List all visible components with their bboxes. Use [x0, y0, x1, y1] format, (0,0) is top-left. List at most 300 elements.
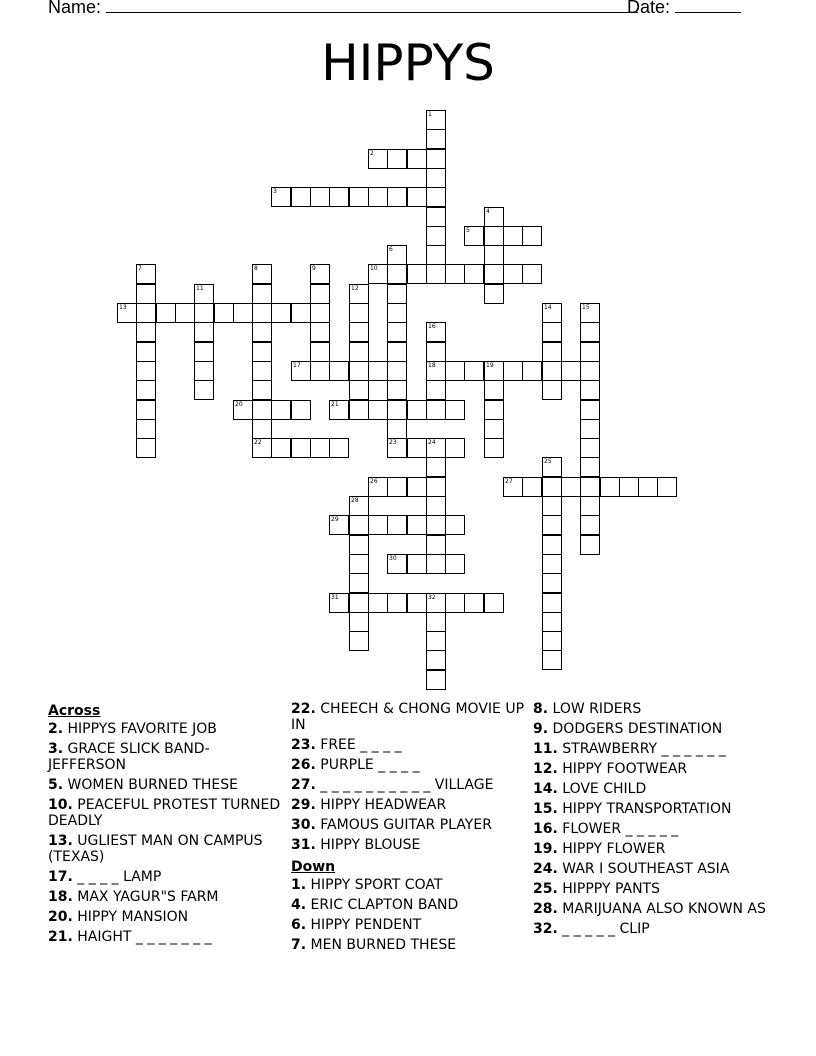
grid-cell[interactable] — [445, 264, 465, 284]
grid-cell[interactable] — [387, 361, 407, 381]
grid-cell[interactable] — [136, 361, 156, 381]
clue-text: FLOWER _ _ _ _ _ — [562, 821, 679, 837]
grid-cell[interactable] — [445, 515, 465, 535]
date-label: Date: — [627, 0, 671, 17]
grid-cell[interactable] — [522, 361, 542, 381]
grid-cell[interactable] — [522, 477, 542, 497]
grid-cell[interactable] — [310, 322, 330, 342]
clue-text: CHEECH & CHONG MOVIE UP IN — [291, 701, 525, 733]
grid-cell[interactable] — [329, 515, 349, 535]
grid-cell[interactable] — [136, 400, 156, 420]
grid-cell[interactable] — [368, 515, 388, 535]
grid-cell[interactable] — [136, 303, 156, 323]
grid-cell[interactable] — [445, 554, 465, 574]
grid-cell[interactable] — [580, 303, 600, 323]
clue-number-label: 19. — [533, 841, 558, 857]
grid-cell[interactable] — [426, 535, 446, 555]
grid-cell[interactable] — [484, 419, 504, 439]
grid-cell[interactable] — [445, 361, 465, 381]
clue-item — [291, 817, 527, 833]
grid-cell[interactable] — [426, 168, 446, 188]
grid-cell[interactable] — [542, 380, 562, 400]
grid-cell[interactable] — [407, 477, 427, 497]
clue-item — [48, 929, 284, 945]
grid-cell[interactable] — [407, 149, 427, 169]
grid-cell[interactable] — [464, 361, 484, 381]
grid-cell[interactable] — [387, 593, 407, 613]
grid-cell[interactable] — [136, 419, 156, 439]
grid-cell[interactable] — [619, 477, 639, 497]
grid-cell[interactable] — [561, 477, 581, 497]
grid-cell[interactable] — [349, 187, 369, 207]
grid-cell[interactable] — [426, 477, 446, 497]
grid-cell[interactable] — [445, 400, 465, 420]
grid-cell[interactable] — [349, 342, 369, 362]
grid-cell[interactable] — [252, 303, 272, 323]
grid-cell[interactable] — [542, 593, 562, 613]
grid-cell[interactable] — [580, 419, 600, 439]
grid-cell[interactable] — [484, 284, 504, 304]
grid-cell[interactable] — [561, 361, 581, 381]
grid-cell[interactable] — [542, 496, 562, 516]
grid-cell[interactable] — [484, 593, 504, 613]
grid-cell[interactable] — [136, 322, 156, 342]
grid-cell[interactable] — [329, 438, 349, 458]
grid-cell[interactable] — [387, 515, 407, 535]
grid-cell[interactable] — [349, 380, 369, 400]
grid-cell[interactable] — [426, 631, 446, 651]
grid-cell[interactable] — [329, 187, 349, 207]
grid-cell[interactable] — [329, 400, 349, 420]
grid-cell[interactable] — [252, 419, 272, 439]
clue-number-label: 21. — [48, 929, 73, 945]
grid-cell[interactable] — [426, 612, 446, 632]
grid-cell[interactable] — [638, 477, 658, 497]
grid-cell[interactable] — [349, 612, 369, 632]
grid-cell[interactable] — [464, 593, 484, 613]
clue-number-label: 20. — [48, 909, 73, 925]
grid-cell[interactable] — [271, 303, 291, 323]
clue-text: GRACE SLICK BAND-JEFFERSON — [48, 741, 210, 773]
clue-text: DODGERS DESTINATION — [552, 721, 723, 737]
clue-text: HAIGHT _ _ _ _ _ _ _ — [77, 929, 212, 945]
clue-item — [291, 757, 527, 773]
grid-cell[interactable] — [542, 342, 562, 362]
clue-number: 24 — [428, 439, 436, 446]
clue-number-label: 30. — [291, 817, 316, 833]
grid-cell[interactable] — [310, 342, 330, 362]
grid-cell[interactable] — [426, 554, 446, 574]
clue-item — [291, 797, 527, 813]
grid-cell[interactable] — [484, 400, 504, 420]
clue-number: 9 — [312, 265, 316, 272]
clue-number: 31 — [331, 594, 339, 601]
grid-cell[interactable] — [407, 438, 427, 458]
grid-cell[interactable] — [426, 593, 446, 613]
grid-cell[interactable] — [194, 380, 214, 400]
clue-text: HIPPPY PANTS — [562, 881, 660, 897]
grid-cell[interactable] — [407, 515, 427, 535]
grid-cell[interactable] — [407, 400, 427, 420]
grid-cell[interactable] — [194, 284, 214, 304]
grid-cell[interactable] — [580, 496, 600, 516]
grid-cell[interactable] — [387, 187, 407, 207]
grid-cell[interactable] — [503, 477, 523, 497]
grid-cell[interactable] — [464, 226, 484, 246]
grid-cell[interactable] — [580, 438, 600, 458]
grid-cell[interactable] — [310, 284, 330, 304]
clue-item — [291, 937, 527, 953]
grid-cell[interactable] — [194, 322, 214, 342]
grid-cell[interactable] — [407, 593, 427, 613]
grid-cell[interactable] — [387, 400, 407, 420]
clue-number: 15 — [582, 304, 590, 311]
grid-cell[interactable] — [542, 515, 562, 535]
grid-cell[interactable] — [368, 400, 388, 420]
clue-number-label: 29. — [291, 797, 316, 813]
clue-text: FREE _ _ _ _ — [320, 737, 402, 753]
grid-cell[interactable] — [580, 322, 600, 342]
grid-cell[interactable] — [117, 303, 137, 323]
grid-cell[interactable] — [580, 361, 600, 381]
grid-cell[interactable] — [426, 457, 446, 477]
grid-cell[interactable] — [464, 264, 484, 284]
grid-cell[interactable] — [349, 303, 369, 323]
grid-cell[interactable] — [522, 226, 542, 246]
clue-number: 19 — [486, 362, 494, 369]
grid-cell[interactable] — [349, 400, 369, 420]
grid-cell[interactable] — [484, 380, 504, 400]
grid-cell[interactable] — [349, 284, 369, 304]
grid-cell[interactable] — [252, 361, 272, 381]
grid-cell[interactable] — [368, 593, 388, 613]
grid-cell[interactable] — [426, 361, 446, 381]
grid-cell[interactable] — [349, 535, 369, 555]
grid-cell[interactable] — [407, 187, 427, 207]
grid-cell[interactable] — [368, 149, 388, 169]
grid-cell[interactable] — [503, 361, 523, 381]
grid-cell[interactable] — [407, 264, 427, 284]
grid-cell[interactable] — [233, 400, 253, 420]
clue-text: HIPPYS FAVORITE JOB — [67, 721, 217, 737]
grid-cell[interactable] — [580, 342, 600, 362]
clue-text: ERIC CLAPTON BAND — [310, 897, 459, 913]
grid-cell[interactable] — [252, 284, 272, 304]
clue-text: HIPPY PENDENT — [310, 917, 422, 933]
grid-cell[interactable] — [329, 593, 349, 613]
clue-number-label: 4. — [291, 897, 307, 913]
date-field[interactable] — [627, 0, 741, 18]
grid-cell[interactable] — [387, 342, 407, 362]
grid-cell[interactable] — [349, 573, 369, 593]
grid-cell[interactable] — [542, 303, 562, 323]
grid-cell[interactable] — [175, 303, 195, 323]
clue-text: PURPLE _ _ _ _ — [320, 757, 420, 773]
clue-number-label: 7. — [291, 937, 307, 953]
grid-cell[interactable] — [580, 400, 600, 420]
grid-cell[interactable] — [252, 322, 272, 342]
grid-cell[interactable] — [194, 342, 214, 362]
clue-number-label: 23. — [291, 737, 316, 753]
grid-cell[interactable] — [310, 264, 330, 284]
clue-number-label: 24. — [533, 861, 558, 877]
grid-cell[interactable] — [542, 535, 562, 555]
grid-cell[interactable] — [387, 284, 407, 304]
grid-cell[interactable] — [387, 438, 407, 458]
grid-cell[interactable] — [233, 303, 253, 323]
clue-number-label: 3. — [48, 741, 64, 757]
grid-cell[interactable] — [542, 554, 562, 574]
grid-cell[interactable] — [387, 477, 407, 497]
clue-number: 20 — [235, 401, 243, 408]
clue-number: 17 — [293, 362, 301, 369]
grid-cell[interactable] — [387, 264, 407, 284]
clue-item — [48, 721, 284, 737]
clue-section-heading: Across — [48, 703, 101, 719]
grid-cell[interactable] — [580, 515, 600, 535]
clue-number: 4 — [486, 208, 490, 215]
clue-number-label: 13. — [48, 833, 73, 849]
name-field[interactable] — [48, 0, 638, 18]
clue-number: 25 — [544, 458, 552, 465]
grid-cell[interactable] — [407, 554, 427, 574]
grid-cell[interactable] — [426, 400, 446, 420]
clue-number-label: 16. — [533, 821, 558, 837]
grid-cell[interactable] — [291, 303, 311, 323]
clue-text: HIPPY SPORT COAT — [310, 877, 443, 893]
puzzle-title: HIPPYS — [321, 34, 495, 92]
clue-number: 5 — [466, 227, 470, 234]
clue-number-label: 26. — [291, 757, 316, 773]
clue-item — [533, 701, 769, 717]
grid-cell[interactable] — [426, 650, 446, 670]
grid-cell[interactable] — [252, 264, 272, 284]
grid-cell[interactable] — [349, 554, 369, 574]
clue-number: 21 — [331, 401, 339, 408]
clue-text: HIPPY MANSION — [77, 909, 189, 925]
clue-item — [533, 901, 769, 917]
name-line — [106, 0, 638, 13]
grid-cell[interactable] — [349, 361, 369, 381]
clue-item — [533, 741, 769, 757]
grid-cell[interactable] — [426, 264, 446, 284]
grid-cell[interactable] — [368, 477, 388, 497]
grid-cell[interactable] — [310, 438, 330, 458]
grid-cell[interactable] — [387, 245, 407, 265]
grid-cell[interactable] — [271, 400, 291, 420]
grid-cell[interactable] — [387, 380, 407, 400]
grid-cell[interactable] — [291, 361, 311, 381]
clue-number: 3 — [273, 188, 277, 195]
clue-text: HIPPY FLOWER — [562, 841, 666, 857]
clue-text: LOW RIDERS — [552, 701, 642, 717]
grid-cell[interactable] — [426, 207, 446, 227]
grid-cell[interactable] — [600, 477, 620, 497]
clue-number: 11 — [196, 285, 204, 292]
clue-number: 26 — [370, 478, 378, 485]
grid-cell[interactable] — [349, 515, 369, 535]
grid-cell[interactable] — [214, 303, 234, 323]
grid-cell[interactable] — [271, 438, 291, 458]
clue-number-label: 17. — [48, 869, 73, 885]
grid-cell[interactable] — [156, 303, 176, 323]
grid-cell[interactable] — [387, 419, 407, 439]
grid-cell[interactable] — [484, 361, 504, 381]
clue-number: 16 — [428, 323, 436, 330]
grid-cell[interactable] — [580, 457, 600, 477]
grid-cell[interactable] — [426, 245, 446, 265]
grid-cell[interactable] — [542, 650, 562, 670]
grid-cell[interactable] — [291, 438, 311, 458]
grid-cell[interactable] — [426, 515, 446, 535]
grid-cell[interactable] — [657, 477, 677, 497]
grid-cell[interactable] — [580, 535, 600, 555]
grid-cell[interactable] — [194, 361, 214, 381]
grid-cell[interactable] — [580, 477, 600, 497]
grid-cell[interactable] — [310, 361, 330, 381]
clue-number-label: 18. — [48, 889, 73, 905]
grid-cell[interactable] — [426, 187, 446, 207]
grid-cell[interactable] — [503, 264, 523, 284]
clue-item — [533, 721, 769, 737]
grid-cell[interactable] — [252, 342, 272, 362]
grid-cell[interactable] — [542, 573, 562, 593]
grid-cell[interactable] — [484, 245, 504, 265]
clue-text: PEACEFUL PROTEST TURNED DEADLY — [48, 797, 281, 829]
clue-number-label: 11. — [533, 741, 558, 757]
grid-cell[interactable] — [310, 303, 330, 323]
clue-number: 30 — [389, 555, 397, 562]
clue-text: _ _ _ _ _ CLIP — [562, 921, 650, 937]
clue-item — [48, 833, 284, 865]
clue-text: HIPPY BLOUSE — [320, 837, 421, 853]
name-label: Name: — [48, 0, 102, 17]
grid-cell[interactable] — [136, 438, 156, 458]
grid-cell[interactable] — [542, 612, 562, 632]
clue-number-label: 32. — [533, 921, 558, 937]
grid-cell[interactable] — [194, 303, 214, 323]
grid-cell[interactable] — [542, 457, 562, 477]
grid-cell[interactable] — [426, 149, 446, 169]
grid-cell[interactable] — [542, 477, 562, 497]
clue-number-label: 1. — [291, 877, 307, 893]
grid-cell[interactable] — [426, 322, 446, 342]
grid-cell[interactable] — [445, 438, 465, 458]
grid-cell[interactable] — [136, 264, 156, 284]
grid-cell[interactable] — [426, 342, 446, 362]
grid-cell[interactable] — [387, 149, 407, 169]
clue-number: 27 — [505, 478, 513, 485]
grid-cell[interactable] — [252, 438, 272, 458]
grid-cell[interactable] — [426, 110, 446, 130]
grid-cell[interactable] — [387, 322, 407, 342]
grid-cell[interactable] — [310, 187, 330, 207]
clue-item — [291, 837, 527, 853]
grid-cell[interactable] — [426, 438, 446, 458]
clue-text: _ _ _ _ _ _ _ _ _ _ VILLAGE — [320, 777, 494, 793]
clue-item — [48, 777, 284, 793]
grid-cell[interactable] — [291, 187, 311, 207]
grid-cell[interactable] — [542, 322, 562, 342]
clue-item — [533, 821, 769, 837]
grid-cell[interactable] — [426, 129, 446, 149]
clue-item — [291, 737, 527, 753]
grid-cell[interactable] — [484, 207, 504, 227]
grid-cell[interactable] — [329, 361, 349, 381]
clue-item — [291, 877, 527, 893]
clue-text: MEN BURNED THESE — [310, 937, 457, 953]
grid-cell[interactable] — [349, 496, 369, 516]
grid-cell[interactable] — [426, 496, 446, 516]
clue-number: 2 — [370, 150, 374, 157]
grid-cell[interactable] — [271, 187, 291, 207]
grid-cell[interactable] — [349, 322, 369, 342]
grid-cell[interactable] — [368, 361, 388, 381]
clue-number-label: 2. — [48, 721, 64, 737]
grid-cell[interactable] — [349, 593, 369, 613]
grid-cell[interactable] — [252, 380, 272, 400]
grid-cell[interactable] — [484, 226, 504, 246]
clue-item — [533, 861, 769, 877]
clue-item — [48, 869, 284, 885]
clue-text: HIPPY HEADWEAR — [320, 797, 447, 813]
grid-cell[interactable] — [252, 400, 272, 420]
clue-text: UGLIEST MAN ON CAMPUS (TEXAS) — [48, 833, 263, 865]
clue-number: 1 — [428, 111, 432, 118]
grid-cell[interactable] — [426, 380, 446, 400]
grid-cell[interactable] — [522, 264, 542, 284]
grid-cell[interactable] — [136, 342, 156, 362]
clue-number-label: 9. — [533, 721, 549, 737]
grid-cell[interactable] — [426, 670, 446, 690]
grid-cell[interactable] — [484, 438, 504, 458]
clue-column-3 — [533, 701, 769, 941]
grid-cell[interactable] — [542, 631, 562, 651]
grid-cell[interactable] — [542, 361, 562, 381]
clue-number-label: 10. — [48, 797, 73, 813]
grid-cell[interactable] — [426, 226, 446, 246]
grid-cell[interactable] — [291, 400, 311, 420]
clue-number: 18 — [428, 362, 436, 369]
grid-cell[interactable] — [484, 264, 504, 284]
grid-cell[interactable] — [136, 380, 156, 400]
clue-item — [48, 889, 284, 905]
clue-text: MAX YAGUR"S FARM — [77, 889, 219, 905]
clue-number: 32 — [428, 594, 436, 601]
grid-cell[interactable] — [387, 303, 407, 323]
clue-number-label: 28. — [533, 901, 558, 917]
grid-cell[interactable] — [368, 264, 388, 284]
clue-column-2 — [291, 701, 527, 957]
grid-cell[interactable] — [445, 593, 465, 613]
grid-cell[interactable] — [368, 187, 388, 207]
grid-cell[interactable] — [349, 631, 369, 651]
clue-column-1 — [48, 701, 284, 949]
grid-cell[interactable] — [136, 284, 156, 304]
clue-item — [48, 741, 284, 773]
clue-number-label: 22. — [291, 701, 316, 717]
clue-item — [533, 881, 769, 897]
clue-number-label: 8. — [533, 701, 549, 717]
clue-item — [291, 897, 527, 913]
grid-cell[interactable] — [387, 554, 407, 574]
grid-cell[interactable] — [503, 226, 523, 246]
clue-text: MARIJUANA ALSO KNOWN AS — [562, 901, 766, 917]
grid-cell[interactable] — [580, 380, 600, 400]
clue-number: 29 — [331, 516, 339, 523]
clue-text: LOVE CHILD — [562, 781, 647, 797]
clue-text: WOMEN BURNED THESE — [67, 777, 239, 793]
